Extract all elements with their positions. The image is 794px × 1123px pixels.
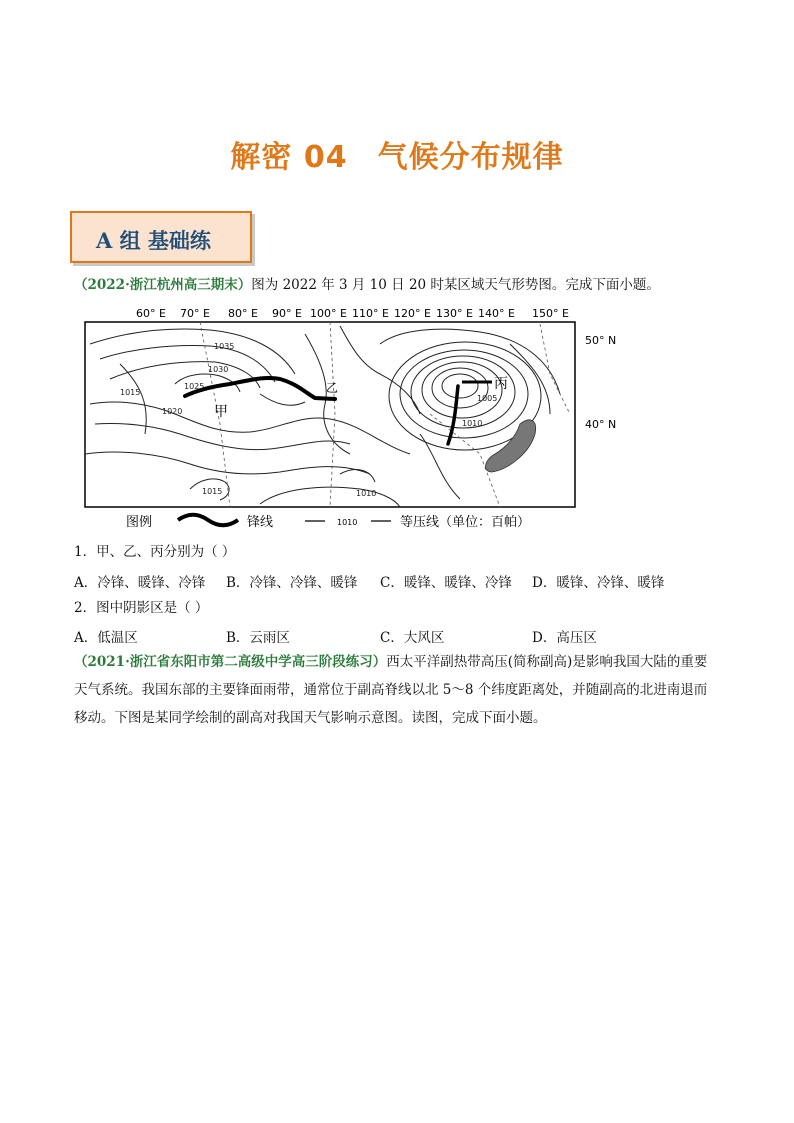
isobar-label: 1035 [214, 342, 235, 351]
lon-label: 100° E [310, 307, 347, 320]
lon-label: 90° E [272, 307, 302, 320]
legend-title: 图例 [126, 515, 153, 530]
section-label: A 组 基础练 [96, 228, 211, 253]
lon-label: 60° E [136, 307, 166, 320]
q1-option-c[interactable]: C．暖锋、暖锋、冷锋 [380, 575, 512, 591]
isobar-label: 1015 [120, 388, 141, 397]
lon-label: 120° E [394, 307, 431, 320]
passage-line-1 [74, 653, 707, 671]
weather-map [80, 304, 660, 534]
legend-isobar: 等压线（单位：百帕） [400, 515, 531, 530]
passage-line-2: 天气系统。我国东部的主要锋面雨带，通常位于副高脊线以北 5～8 个纬度距离处，并随副高的北进南退而 [74, 682, 708, 698]
isobar-label: 1020 [162, 407, 183, 416]
section-header [70, 211, 252, 263]
q2-option-d[interactable]: D．高压区 [532, 630, 597, 646]
q2-option-b[interactable]: B．云雨区 [226, 630, 290, 646]
source-tag: （2021·浙江省东阳市第二高级中学高三阶段练习） [74, 654, 387, 670]
q1-stem: 1．甲、乙、丙分别为（ ） [74, 544, 236, 560]
q1-option-a[interactable]: A．冷锋、暖锋、冷锋 [74, 575, 206, 591]
isobar-label: 1005 [477, 394, 498, 403]
q2-option-c[interactable]: C．大风区 [380, 630, 445, 646]
front-label-jia: 甲 [214, 404, 228, 420]
legend-isobar-sample: 1010 [337, 518, 358, 527]
title-topic: 气候分布规律 [377, 140, 564, 175]
lat-label: 40° N [585, 418, 617, 431]
title-code: 解密 04 [230, 140, 348, 175]
lon-label: 70° E [180, 307, 210, 320]
front-label-yi: 乙 [326, 381, 339, 395]
isobar-label: 1010 [356, 489, 377, 498]
lon-label: 130° E [436, 307, 473, 320]
q2-option-a[interactable]: A．低温区 [74, 630, 138, 646]
lon-label: 150° E [532, 307, 569, 320]
isobar-label: 1030 [208, 365, 229, 374]
lon-label: 140° E [478, 307, 515, 320]
q1-option-d[interactable]: D．暖锋、冷锋、暖锋 [532, 575, 665, 591]
legend-front: 锋线 [247, 515, 274, 530]
front-label-bing: 丙 [494, 376, 508, 392]
isobar-label: 1015 [202, 487, 223, 496]
question-intro [74, 276, 660, 294]
isobar-label: 1025 [184, 382, 205, 391]
q2-stem: 2．图中阴影区是（ ） [74, 600, 209, 616]
isobar-label: 1010 [462, 419, 483, 428]
map-frame [85, 322, 575, 507]
legend-front-symbol [178, 515, 238, 526]
passage-line-3: 移动。下图是某同学绘制的副高对我国天气影响示意图。读图，完成下面小题。 [74, 710, 547, 726]
q1-option-b[interactable]: B．冷锋、冷锋、暖锋 [226, 575, 358, 591]
passage-text: 西太平洋副热带高压(简称副高)是影响我国大陆的重要 [386, 654, 708, 670]
intro-text: 图为 2022 年 3 月 10 日 20 时某区域天气形势图。完成下面小题。 [251, 277, 660, 293]
map-legend [126, 514, 530, 530]
source-tag: （2022·浙江杭州高三期末） [74, 277, 252, 293]
lat-label: 50° N [585, 334, 617, 347]
page-title [0, 132, 794, 176]
lon-label: 80° E [228, 307, 258, 320]
lon-label: 110° E [352, 307, 389, 320]
